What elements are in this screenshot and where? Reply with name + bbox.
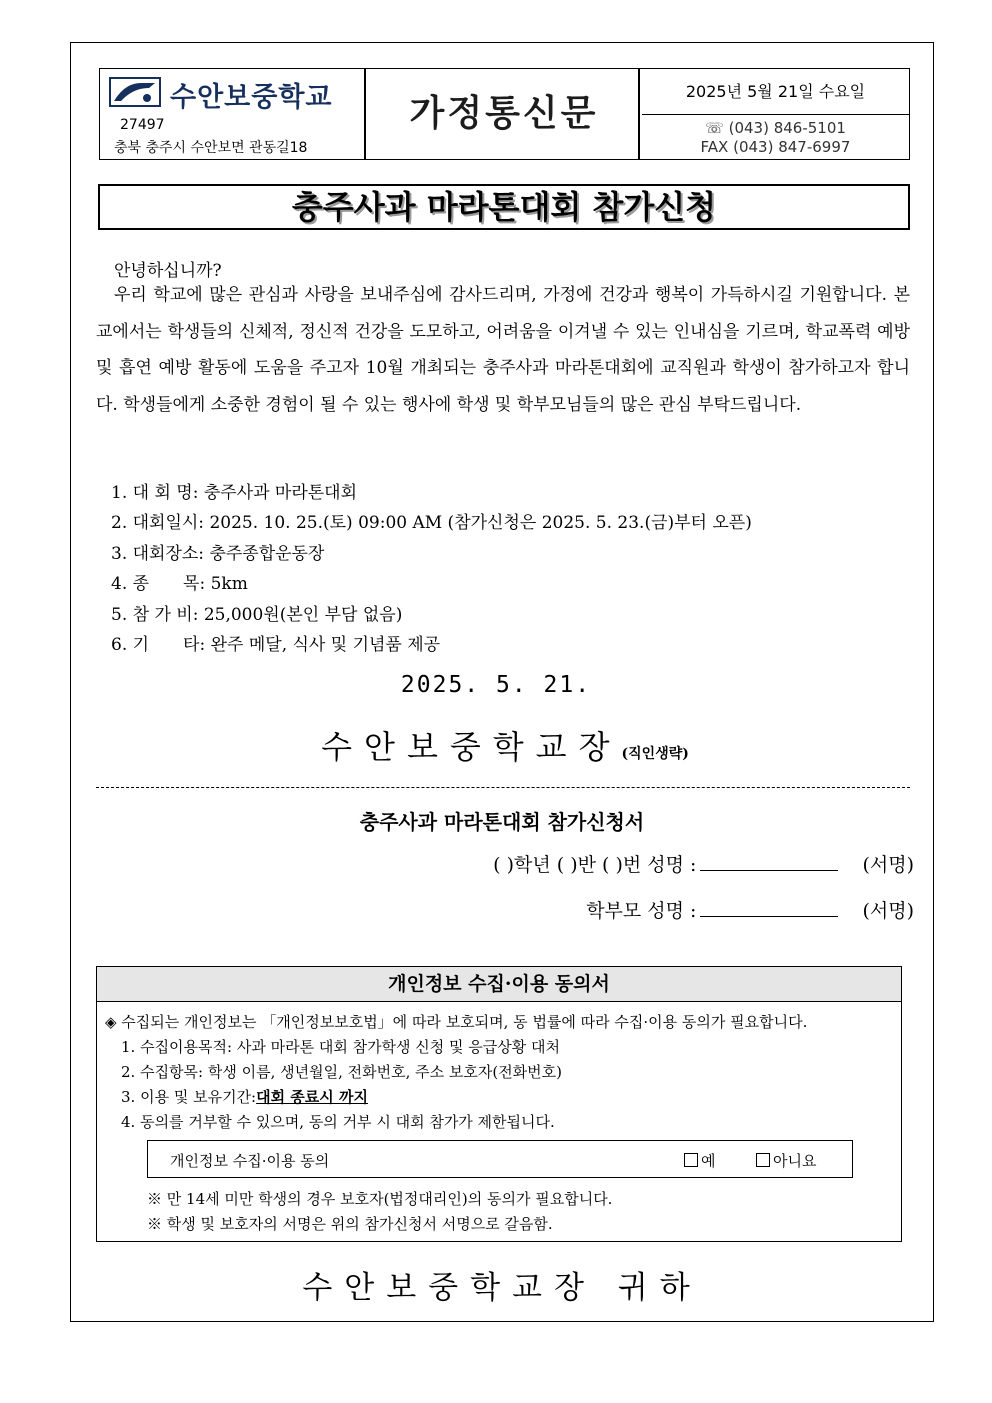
info-event-etc: 6. 기 타: 완주 메달, 식사 및 기념품 제공	[111, 635, 441, 656]
addressee-footer: 수안보중학교장 귀하	[302, 1270, 702, 1306]
page-title: 충주사과 마라톤대회 참가신청	[98, 184, 910, 230]
consent-note-minor: ※ 만 14세 미만 학생의 경우 보호자(법정대리인)의 동의가 필요합니다.	[147, 1190, 613, 1208]
parent-sign-mark: (서명)	[862, 900, 914, 922]
yes-checkbox[interactable]	[684, 1153, 698, 1167]
consent-refusal: 4. 동의를 거부할 수 있으며, 동의 거부 시 대회 참가가 제한됩니다.	[121, 1113, 555, 1131]
newsletter-title-cell	[368, 69, 640, 159]
event-info-list	[111, 478, 752, 660]
parent-sign-line	[586, 896, 914, 923]
parent-line-label: 학부모 성명 :	[586, 900, 697, 922]
no-checkbox[interactable]	[756, 1153, 770, 1167]
retention-label: 3. 이용 및 보유기간:	[121, 1088, 257, 1106]
info-event-course: 4. 종 목: 5km	[111, 574, 248, 595]
newsletter-header	[99, 68, 910, 160]
school-address: 충북 충주시 수안보면 관동길18	[114, 140, 308, 156]
consent-choice-box	[147, 1140, 853, 1178]
fax-number: FAX (043) 847-6997	[700, 138, 851, 156]
school-info-cell	[100, 69, 366, 159]
student-signature-field[interactable]	[700, 852, 838, 871]
phone-number: ☏ (043) 846-5101	[705, 119, 846, 137]
contact-cell	[642, 69, 909, 159]
issue-date-header: 2025년 5월 21일 수요일	[685, 82, 866, 101]
application-form-title: 충주사과 마라톤대회 참가신청서	[359, 810, 645, 834]
zip-code: 27497	[120, 117, 165, 133]
student-sign-line	[493, 850, 914, 877]
student-line-label: ( )학년 ( )반 ( )번 성명 :	[493, 854, 697, 876]
student-sign-mark: (서명)	[862, 854, 914, 876]
consent-purpose: 1. 수집이용목적: 사과 마라톤 대회 참가학생 신청 및 응급상황 대처	[121, 1038, 561, 1056]
info-event-venue: 3. 대회장소: 충주종합운동장	[111, 543, 325, 564]
retention-period: 대회 종료시 까지	[256, 1088, 368, 1106]
parent-signature-field[interactable]	[700, 898, 838, 917]
school-name: 수안보중학교	[170, 82, 333, 113]
info-event-fee: 5. 참 가 비: 25,000원(본인 부담 없음)	[111, 604, 403, 625]
principal-name: 수안보중학교장	[321, 728, 622, 766]
privacy-consent-box	[96, 966, 902, 1242]
greeting: 안녕하십니까?	[114, 261, 222, 281]
date-row	[642, 69, 909, 115]
consent-intro: ◈ 수집되는 개인정보는 「개인정보보호법」에 따라 보호되며, 동 법률에 따라 수집·이용 동의가 필요합니다.	[105, 1013, 808, 1031]
consent-note-signature: ※ 학생 및 보호자의 서명은 위의 참가신청서 서명으로 갈음함.	[147, 1215, 553, 1233]
issue-date: 2025. 5. 21.	[400, 672, 592, 698]
consent-items: 2. 수집항목: 학생 이름, 생년월일, 전화번호, 주소 보호자(전화번호)	[121, 1063, 563, 1081]
newsletter-title: 가정통신문	[409, 93, 599, 134]
consent-heading: 개인정보 수집·이용 동의서	[97, 967, 901, 1002]
cut-line	[96, 787, 910, 788]
seal-omitted-note: (직인생략)	[621, 746, 689, 762]
school-logo-icon	[109, 77, 161, 107]
yes-label: 예	[701, 1152, 716, 1170]
no-label: 아니요	[773, 1152, 817, 1170]
consent-yes-option[interactable]	[684, 1150, 716, 1171]
consent-no-option[interactable]	[756, 1150, 816, 1171]
consent-choice-label: 개인정보 수집·이용 동의	[170, 1152, 330, 1170]
body-paragraph: 우리 학교에 많은 관심과 사랑을 보내주심에 감사드리며, 가정에 건강과 행복이 가득하시길 기원합니다. 본교에서는 학생들의 신체적, 정신적 건강을 도모하고, 어려움을 이겨낼 수 있는 인내심을 기르며, 학교폭력 예방 및 흡연 예방 활동에 도움을 주고자 10월 개최되는 충주사과 마라톤대회에 교직원과 학생이 참가하고자 합니다. 학생들에게 소중한 경험이 될 수 있는 행사에 학생 및 학부모님들의 많은 관심 부탁드립니다.	[96, 285, 910, 415]
consent-retention	[121, 1086, 368, 1107]
info-event-name: 1. 대 회 명: 충주사과 마라톤대회	[111, 483, 358, 503]
info-event-datetime: 2. 대회일시: 2025. 10. 25.(토) 09:00 AM (참가신청은 2025. 5. 23.(금)부터 오픈)	[111, 513, 752, 534]
principal-signature	[0, 722, 992, 768]
